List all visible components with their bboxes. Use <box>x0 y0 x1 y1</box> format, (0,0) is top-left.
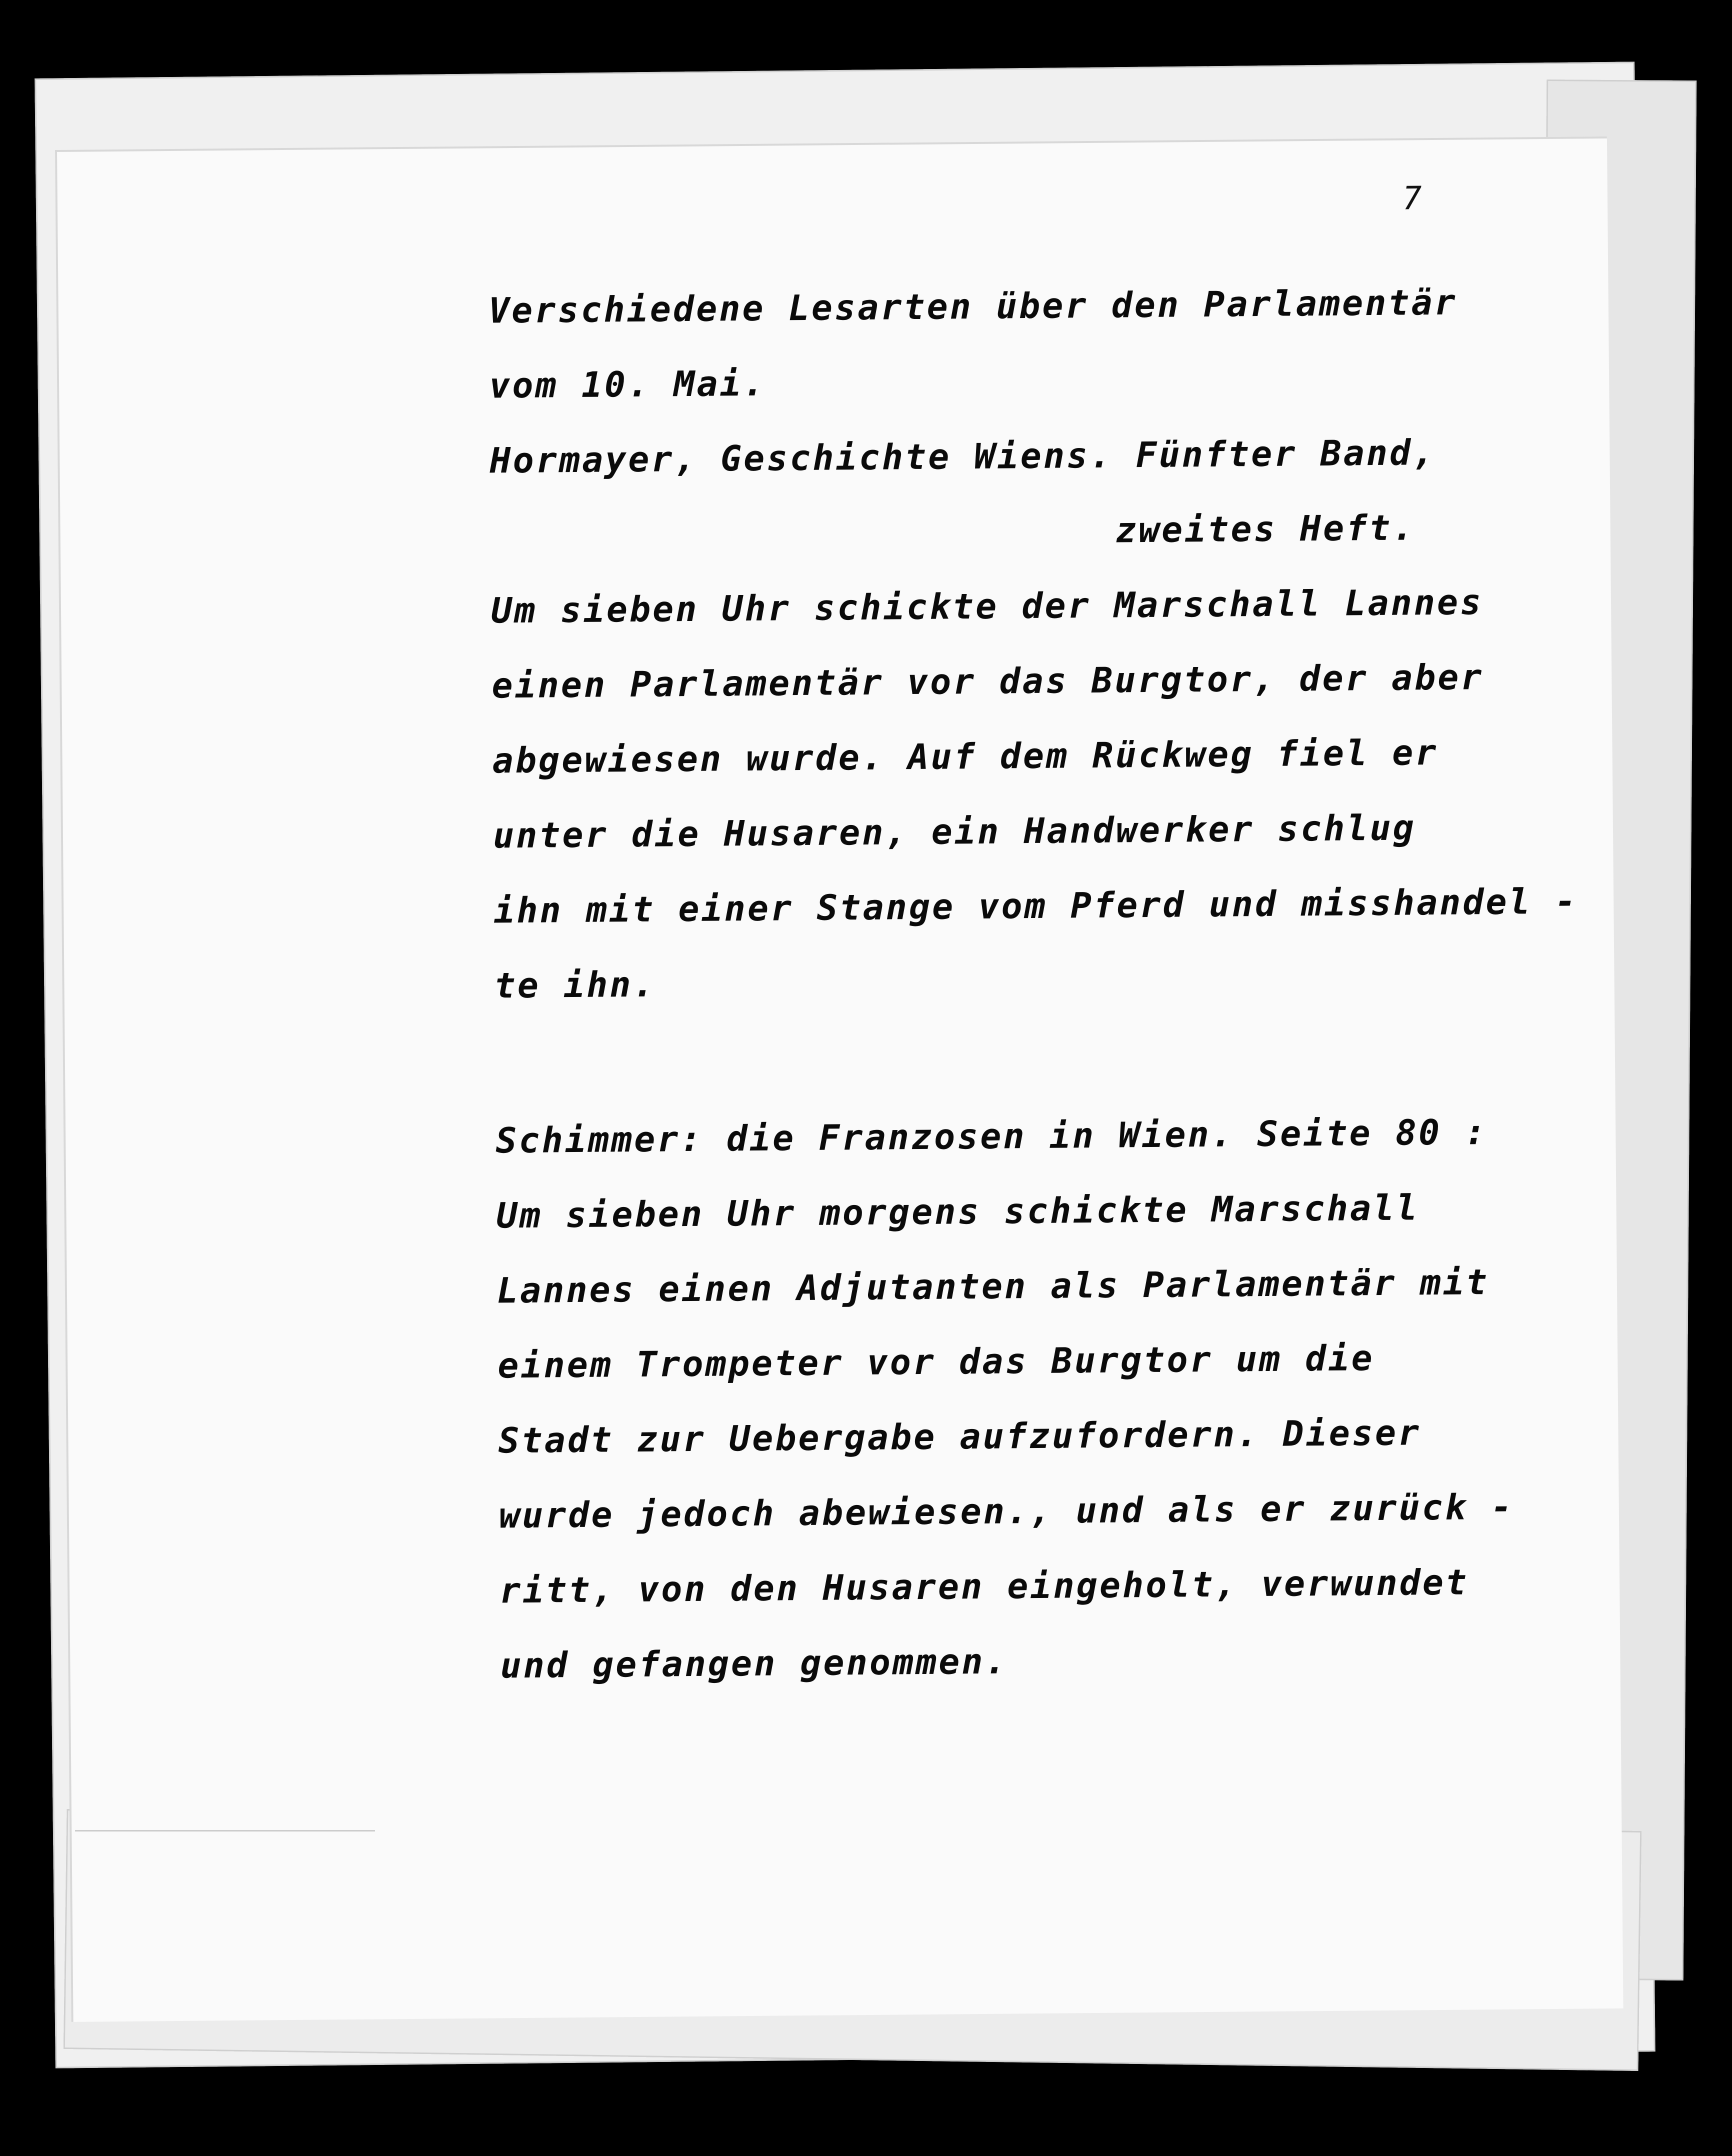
text-line: Schimmer: die Franzosen in Wien. Seite 80 : <box>495 1112 1488 1162</box>
text-line: unter die Husaren, ein Handwerker schlug <box>492 807 1416 856</box>
paper-fold-line <box>75 1830 375 1832</box>
text-line: ihn mit einer Stange vom Pferd und misshandel - <box>493 880 1578 932</box>
page-body <box>488 264 1600 1703</box>
text-line: Um sieben Uhr schickte der Marschall Lannes <box>490 582 1484 632</box>
page-number: 7 <box>1402 180 1422 218</box>
text-line: abgewiesen wurde. Auf dem Rückweg fiel er <box>492 732 1438 782</box>
text-line: ritt, von den Husaren eingeholt, verwundet <box>499 1562 1469 1612</box>
text-line: Stadt zur Uebergabe aufzufordern. Dieser <box>498 1412 1422 1462</box>
typewritten-page <box>55 136 1624 2022</box>
text-line: und gefangen genommen. <box>500 1640 1008 1686</box>
text-line: te ihn. <box>494 964 656 1006</box>
text-line: Verschiedene Lesarten über den Parlamentär <box>488 282 1458 332</box>
text-line: Hormayer, Geschichte Wiens. Fünfter Band, <box>490 432 1436 482</box>
text-line: einen Parlamentär vor das Burgtor, der aber <box>492 656 1484 706</box>
text-line: Lannes einen Adjutanten als Parlamentär mit <box>496 1262 1490 1312</box>
paragraph-gap <box>494 1014 1595 1103</box>
text-line: vom 10. Mai. <box>488 362 766 406</box>
text-line: wurde jedoch abewiesen., und als er zurück - <box>498 1486 1514 1536</box>
text-line: einem Trompeter vor das Burgtor um die <box>497 1338 1375 1386</box>
text-line: Um sieben Uhr morgens schickte Marschall <box>496 1187 1420 1236</box>
text-line: zweites Heft. <box>1115 507 1416 551</box>
